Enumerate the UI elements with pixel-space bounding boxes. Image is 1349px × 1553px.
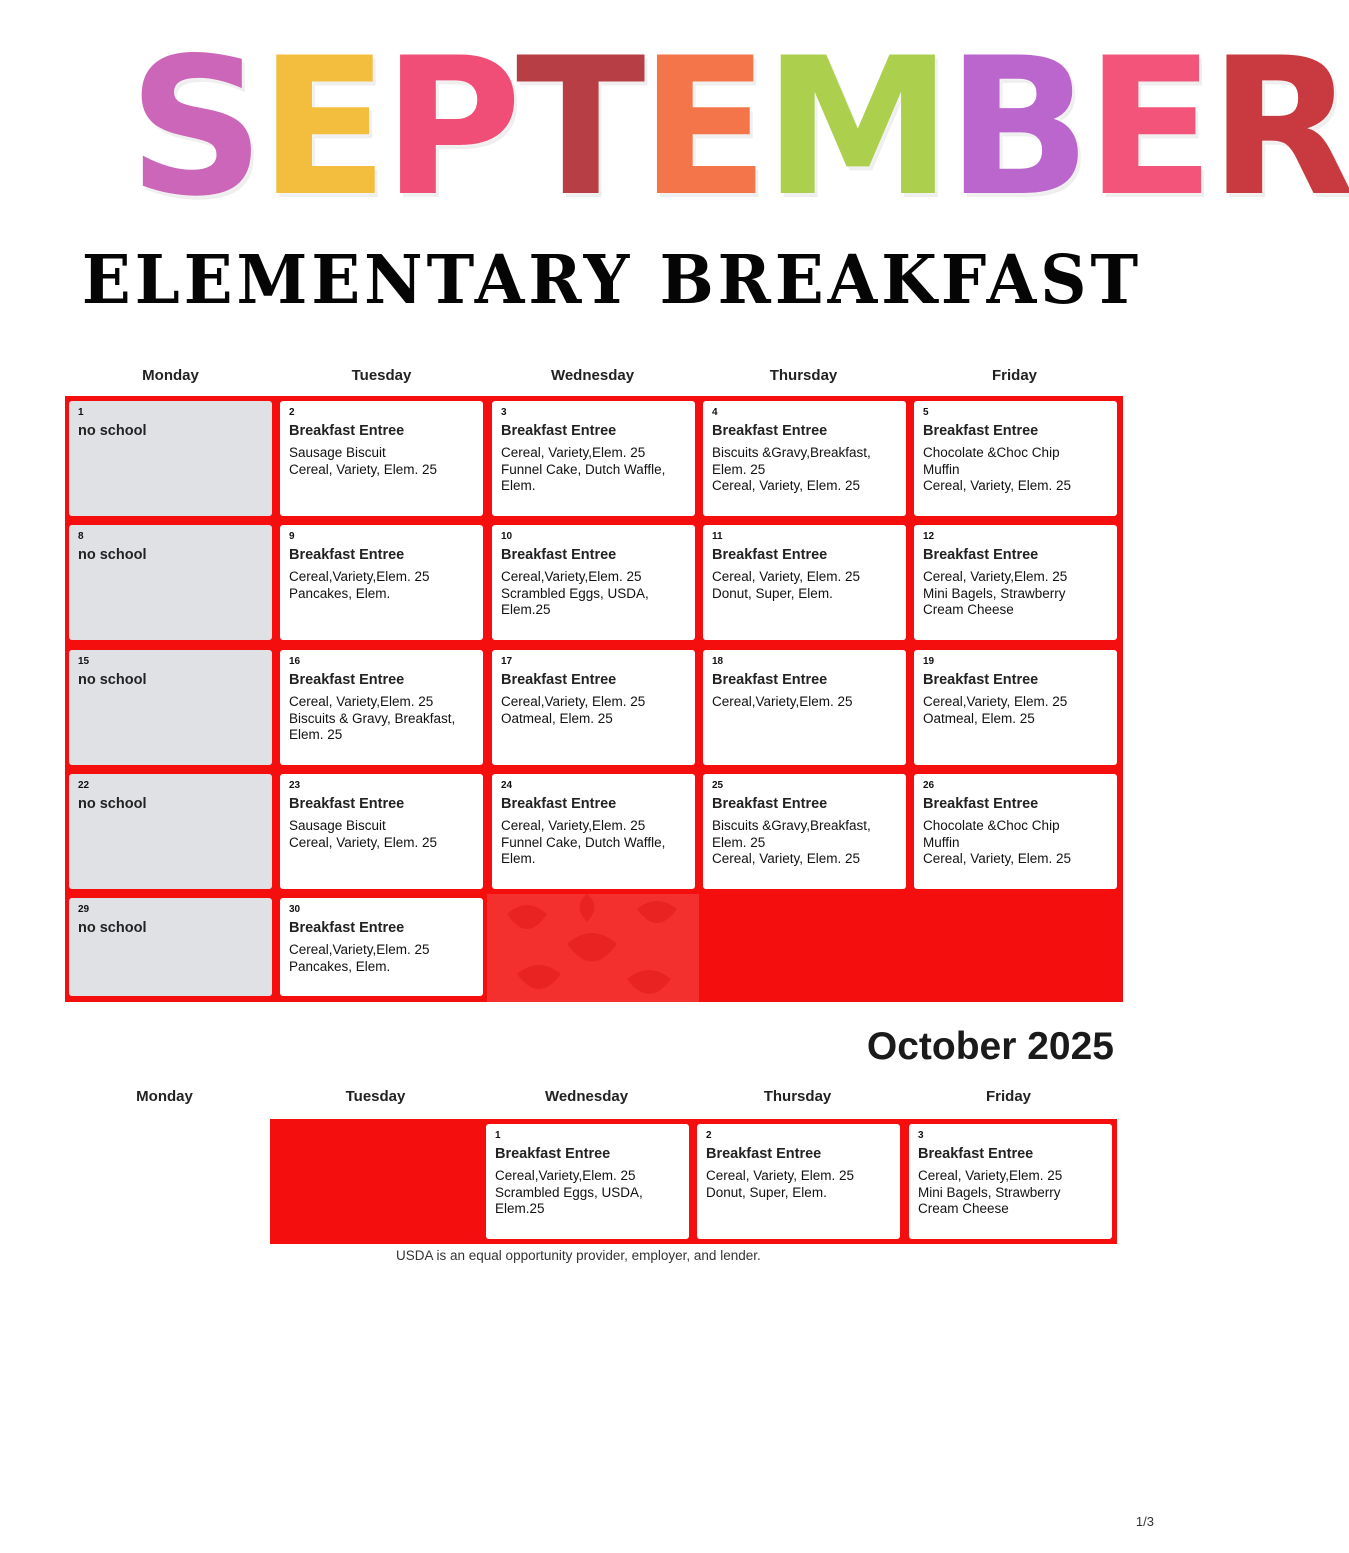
menu-item: Cereal, Variety, Elem. 25 [923,478,1072,493]
entree-heading: Breakfast Entree [289,672,405,688]
menu-item: Donut, Super, Elem. [712,585,833,601]
weekday-label: Thursday [763,1088,832,1105]
day-number: 3 [918,1130,924,1141]
menu-item: Cereal,Variety, Elem. 25 [923,694,1068,709]
menu-item: Cereal, Variety,Elem. 25 [501,818,646,833]
menu-item: Sausage Biscuit [289,445,386,460]
day-number: 11 [712,531,723,542]
menu-item: Cream Cheese [923,602,1014,617]
calendar-day-no-school [69,525,272,640]
calendar-day [280,525,483,640]
calendar-day [280,650,483,765]
month-letter: E [258,17,383,238]
weekday-label: Friday [985,1088,1031,1105]
day-number: 22 [78,780,90,791]
october-title: October 2025 [866,1025,1114,1068]
menu-item: Cereal,Variety,Elem. 25 [712,694,853,709]
menu-item: Oatmeal, Elem. 25 [923,710,1035,726]
entree-heading: Breakfast Entree [501,547,617,563]
menu-item: Cereal,Variety,Elem. 25 [289,942,430,957]
day-number: 1 [495,1130,501,1141]
menu-item: Sausage Biscuit [289,818,386,833]
menu-items [923,569,1108,619]
weekday-label: Tuesday [345,1088,406,1105]
menu-items [923,694,1108,727]
menu-item: Pancakes, Elem. [289,585,391,601]
menu-items [923,445,1108,495]
calendar-day [703,525,906,640]
menu-item: Elem.25 [495,1201,545,1216]
entree-heading: Breakfast Entree [923,672,1039,688]
menu-items [289,942,474,975]
menu-items [501,569,686,619]
day-number: 19 [923,656,935,667]
entree-heading: Breakfast Entree [712,547,828,563]
day-number: 25 [712,780,724,791]
day-number: 3 [501,407,507,418]
day-number: 26 [923,780,935,791]
weekday-label: Wednesday [550,367,635,384]
day-number: 4 [712,407,718,418]
entree-heading: Breakfast Entree [923,423,1039,439]
menu-items [501,818,686,868]
menu-items [289,445,474,478]
menu-item: Cereal, Variety, Elem. 25 [712,569,861,584]
month-letter: S [128,17,259,238]
calendar-day [703,650,906,765]
day-number: 15 [78,656,90,667]
menu-items [918,1168,1103,1218]
day-number: 10 [501,531,513,542]
calendar-day [492,650,695,765]
calendar-day [703,401,906,516]
entree-heading: Breakfast Entree [712,796,828,812]
menu-item: Elem.25 [501,602,551,617]
month-letter: P [382,17,516,238]
menu-item: Cereal, Variety, Elem. 25 [712,478,861,493]
calendar-day-no-school [69,774,272,889]
calendar-day [703,774,906,889]
decorative-pattern [487,894,699,1002]
menu-items [501,445,686,495]
month-letter: B [946,17,1086,238]
menu-item: Chocolate &Choc Chip [923,818,1060,833]
month-letter: E [1085,17,1210,238]
menu-item: Elem. [501,478,536,493]
calendar-day-no-school [69,650,272,765]
menu-items [712,694,897,711]
menu-item: Donut, Super, Elem. [706,1184,827,1200]
day-number: 2 [706,1130,712,1141]
day-number: 9 [289,531,295,542]
calendar-day [486,1124,689,1239]
menu-item: Muffin [923,834,960,850]
menu-item: Cereal, Variety, Elem. 25 [923,851,1072,866]
entree-heading: Breakfast Entree [289,423,405,439]
calendar-day [914,525,1117,640]
month-letter: T [515,17,640,238]
menu-items [289,694,474,744]
menu-item: Biscuits &Gravy,Breakfast, [712,445,871,460]
menu-item: Biscuits & Gravy, Breakfast, [289,710,456,726]
no-school-label: no school [78,920,147,936]
weekday-label: Wednesday [544,1088,629,1105]
weekday-label: Monday [142,367,199,384]
menu-item: Cereal, Variety, Elem. 25 [712,851,861,866]
menu-items [495,1168,680,1218]
day-number: 23 [289,780,301,791]
entree-heading: Breakfast Entree [712,423,828,439]
menu-item: Scrambled Eggs, USDA, [501,585,649,601]
day-number: 24 [501,780,513,791]
menu-item: Pancakes, Elem. [289,958,391,974]
menu-item: Elem. [501,851,536,866]
menu-item: Cereal,Variety, Elem. 25 [501,694,646,709]
day-number: 2 [289,407,295,418]
menu-item: Cereal,Variety,Elem. 25 [495,1168,636,1183]
menu-item: Mini Bagels, Strawberry [918,1184,1061,1200]
september-calendar [65,396,1123,1002]
menu-item: Cereal, Variety,Elem. 25 [501,445,646,460]
menu-item: Chocolate &Choc Chip [923,445,1060,460]
october-weekday-header [59,1088,1114,1105]
september-weekday-header [65,367,1120,384]
menu-item: Cereal, Variety,Elem. 25 [918,1168,1063,1183]
menu-item: Muffin [923,461,960,477]
menu-items [289,569,474,602]
entree-heading: Breakfast Entree [706,1146,822,1162]
menu-items [712,445,897,495]
month-letter: E [639,17,764,238]
no-school-label: no school [78,672,147,688]
menu-items [706,1168,891,1201]
calendar-day [492,401,695,516]
entree-heading: Breakfast Entree [501,672,617,688]
weekday-label: Friday [991,367,1037,384]
page-number: 1/3 [1135,1514,1154,1529]
entree-heading: Breakfast Entree [923,547,1039,563]
no-school-label: no school [78,423,147,439]
entree-heading: Breakfast Entree [495,1146,611,1162]
entree-heading: Breakfast Entree [923,796,1039,812]
day-number: 18 [712,656,724,667]
month-letter: R [1209,17,1349,238]
menu-item: Elem. 25 [712,834,766,850]
day-number: 1 [78,407,84,418]
menu-item: Elem. 25 [712,461,766,477]
month-title-art [128,17,1349,238]
menu-item: Cereal,Variety,Elem. 25 [501,569,642,584]
menu-item: Elem. 25 [289,727,343,742]
usda-statement: USDA is an equal opportunity provider, employer, and lender. [396,1248,761,1263]
calendar-day [492,525,695,640]
calendar-day [280,774,483,889]
weekday-label: Tuesday [351,367,412,384]
entree-heading: Breakfast Entree [289,796,405,812]
weekday-label: Thursday [769,367,838,384]
menu-item: Cereal, Variety,Elem. 25 [289,694,434,709]
menu-item: Biscuits &Gravy,Breakfast, [712,818,871,833]
day-number: 5 [923,407,929,418]
calendar-day [914,774,1117,889]
menu-items [712,569,897,602]
calendar-day-no-school [69,401,272,516]
menu-items [289,818,474,851]
calendar-day [697,1124,900,1239]
menu-item: Cereal,Variety,Elem. 25 [289,569,430,584]
day-number: 30 [289,904,301,915]
menu-item: Oatmeal, Elem. 25 [501,710,613,726]
menu-item: Mini Bagels, Strawberry [923,585,1066,601]
entree-heading: Breakfast Entree [712,672,828,688]
menu-items [923,818,1108,868]
calendar-day [914,650,1117,765]
menu-item: Cereal, Variety, Elem. 25 [289,834,438,850]
no-school-label: no school [78,547,147,563]
calendar-day [280,401,483,516]
calendar-day-no-school [69,898,272,996]
page-subtitle: ELEMENTARY BREAKFAST [81,241,1143,320]
menu-items [712,818,897,868]
menu-item: Cream Cheese [918,1201,1009,1216]
menu-item: Funnel Cake, Dutch Waffle, [501,834,666,850]
menu-item: Cereal, Variety,Elem. 25 [923,569,1068,584]
day-number: 29 [78,904,90,915]
october-calendar [270,1119,1117,1244]
weekday-label: Monday [136,1088,193,1105]
entree-heading: Breakfast Entree [501,796,617,812]
menu-item: Cereal, Variety, Elem. 25 [706,1168,855,1183]
menu-item: Funnel Cake, Dutch Waffle, [501,461,666,477]
day-number: 17 [501,656,513,667]
day-number: 16 [289,656,301,667]
entree-heading: Breakfast Entree [289,920,405,936]
day-number: 12 [923,531,935,542]
menu-item: Scrambled Eggs, USDA, [495,1184,643,1200]
calendar-day [492,774,695,889]
entree-heading: Breakfast Entree [289,547,405,563]
menu-items [501,694,686,727]
entree-heading: Breakfast Entree [918,1146,1034,1162]
no-school-label: no school [78,796,147,812]
entree-heading: Breakfast Entree [501,423,617,439]
menu-item: Cereal, Variety, Elem. 25 [289,461,438,477]
day-number: 8 [78,531,84,542]
calendar-day [280,898,483,996]
calendar-day [914,401,1117,516]
month-letter: M [763,17,947,238]
calendar-day [909,1124,1112,1239]
